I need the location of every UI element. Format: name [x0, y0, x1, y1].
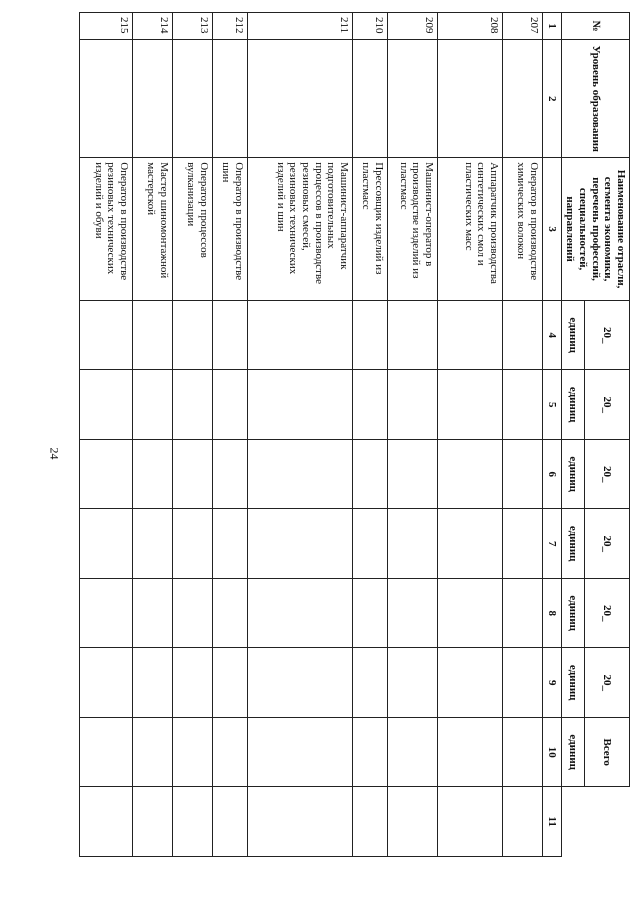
row-level: [79, 40, 132, 158]
value-cell: [387, 717, 437, 787]
value-cell: [172, 717, 212, 787]
header-no: №: [561, 13, 629, 40]
column-number-row: [542, 13, 561, 857]
value-cell: [387, 370, 437, 440]
col-number: 6: [542, 439, 561, 509]
row-name: Оператор в производстве резиновых технических изделий и обуви: [79, 158, 132, 301]
header-year-5: 20_: [584, 578, 629, 648]
row-level: [387, 40, 437, 158]
value-cell: [247, 509, 352, 579]
table-row: [247, 13, 352, 857]
header-year-4: 20_: [584, 509, 629, 579]
value-cell: [172, 648, 212, 718]
value-cell: [437, 370, 502, 440]
page-number: 24: [47, 447, 62, 460]
value-cell: [212, 370, 247, 440]
row-number: 209: [387, 13, 437, 40]
value-cell: [132, 578, 172, 648]
row-level: [352, 40, 387, 158]
value-cell: [212, 717, 247, 787]
value-cell: [352, 578, 387, 648]
value-cell: [132, 370, 172, 440]
header-level: Уровень образования: [561, 40, 629, 158]
value-cell: [352, 370, 387, 440]
value-cell: [437, 578, 502, 648]
table-row: [212, 13, 247, 857]
value-cell: [212, 509, 247, 579]
value-cell: [79, 300, 132, 370]
col-number: 4: [542, 300, 561, 370]
col-number: 10: [542, 717, 561, 787]
value-cell: [502, 578, 542, 648]
col-number: 11: [542, 787, 561, 857]
row-level: [212, 40, 247, 158]
table-row: [437, 13, 502, 857]
row-number: 215: [79, 13, 132, 40]
value-cell: [387, 509, 437, 579]
value-cell: [247, 787, 352, 857]
value-cell: [387, 578, 437, 648]
data-table: [79, 12, 630, 857]
value-cell: [132, 439, 172, 509]
value-cell: [247, 300, 352, 370]
value-cell: [172, 439, 212, 509]
value-cell: [247, 578, 352, 648]
header-year-3: 20_: [584, 439, 629, 509]
value-cell: [212, 300, 247, 370]
value-cell: [387, 439, 437, 509]
value-cell: [132, 509, 172, 579]
value-cell: [79, 578, 132, 648]
row-name: Оператор процессов вулканизации: [172, 158, 212, 301]
unit-cell: единиц: [561, 578, 584, 648]
header-total: Всего: [584, 717, 629, 787]
col-number: 8: [542, 578, 561, 648]
col-number: 9: [542, 648, 561, 718]
value-cell: [79, 787, 132, 857]
value-cell: [387, 787, 437, 857]
value-cell: [247, 370, 352, 440]
value-cell: [352, 717, 387, 787]
value-cell: [172, 370, 212, 440]
header-row: [584, 13, 629, 857]
value-cell: [502, 439, 542, 509]
row-number: 210: [352, 13, 387, 40]
value-cell: [387, 300, 437, 370]
value-cell: [437, 717, 502, 787]
value-cell: [212, 787, 247, 857]
col-number: 5: [542, 370, 561, 440]
value-cell: [79, 370, 132, 440]
table-row: [172, 13, 212, 857]
row-number: 213: [172, 13, 212, 40]
unit-cell: единиц: [561, 300, 584, 370]
value-cell: [212, 578, 247, 648]
value-cell: [502, 300, 542, 370]
row-name: Мастер шиномонтажной мастерской: [132, 158, 172, 301]
unit-cell: единиц: [561, 648, 584, 718]
row-number: 207: [502, 13, 542, 40]
value-cell: [132, 717, 172, 787]
unit-cell: единиц: [561, 509, 584, 579]
row-level: [132, 40, 172, 158]
row-name: Прессовщик изделий из пластмасс: [352, 158, 387, 301]
value-cell: [387, 648, 437, 718]
value-cell: [437, 300, 502, 370]
value-cell: [79, 648, 132, 718]
value-cell: [132, 787, 172, 857]
row-level: [437, 40, 502, 158]
value-cell: [502, 787, 542, 857]
value-cell: [352, 787, 387, 857]
value-cell: [352, 509, 387, 579]
col-number: 1: [542, 13, 561, 40]
unit-cell: единиц: [561, 717, 584, 787]
value-cell: [132, 648, 172, 718]
value-cell: [502, 509, 542, 579]
row-name: Машинист-оператор в производстве изделий из пластмасс: [387, 158, 437, 301]
table-row: [387, 13, 437, 857]
value-cell: [352, 439, 387, 509]
value-cell: [212, 648, 247, 718]
header-name: Наименование отрасли, сегмента экономики, перечень профессий, специальностей, направлений: [561, 158, 629, 301]
table-row: [502, 13, 542, 857]
value-cell: [172, 300, 212, 370]
unit-cell: единиц: [561, 439, 584, 509]
value-cell: [212, 439, 247, 509]
col-number: 7: [542, 509, 561, 579]
row-level: [247, 40, 352, 158]
row-number: 208: [437, 13, 502, 40]
row-name: Оператор в производстве шин: [212, 158, 247, 301]
header-year-1: 20_: [584, 300, 629, 370]
header-year-2: 20_: [584, 370, 629, 440]
unit-cell: единиц: [561, 370, 584, 440]
value-cell: [437, 509, 502, 579]
value-cell: [172, 787, 212, 857]
table-row: [132, 13, 172, 857]
value-cell: [79, 439, 132, 509]
value-cell: [352, 300, 387, 370]
row-name: Оператор в производстве химических волокон: [502, 158, 542, 301]
row-level: [172, 40, 212, 158]
value-cell: [502, 717, 542, 787]
row-number: 212: [212, 13, 247, 40]
value-cell: [79, 717, 132, 787]
value-cell: [132, 300, 172, 370]
value-cell: [247, 717, 352, 787]
value-cell: [502, 648, 542, 718]
row-number: 214: [132, 13, 172, 40]
value-cell: [172, 509, 212, 579]
row-number: 211: [247, 13, 352, 40]
value-cell: [352, 648, 387, 718]
value-cell: [247, 648, 352, 718]
row-name: Аппаратчик производства синтетических смол и пластических масс: [437, 158, 502, 301]
value-cell: [79, 509, 132, 579]
value-cell: [172, 578, 212, 648]
col-number: 2: [542, 40, 561, 158]
table-row: [352, 13, 387, 857]
col-number: 3: [542, 158, 561, 301]
value-cell: [437, 648, 502, 718]
row-level: [502, 40, 542, 158]
header-year-6: 20_: [584, 648, 629, 718]
value-cell: [437, 439, 502, 509]
table-row: [79, 13, 132, 857]
value-cell: [437, 787, 502, 857]
rotated-table-container: [90, 12, 630, 872]
value-cell: [502, 370, 542, 440]
value-cell: [247, 439, 352, 509]
row-name: Машинист-аппаратчик подготовительных процессов в производстве резиновых смесей, резиновых технических изделий и шин: [247, 158, 352, 301]
